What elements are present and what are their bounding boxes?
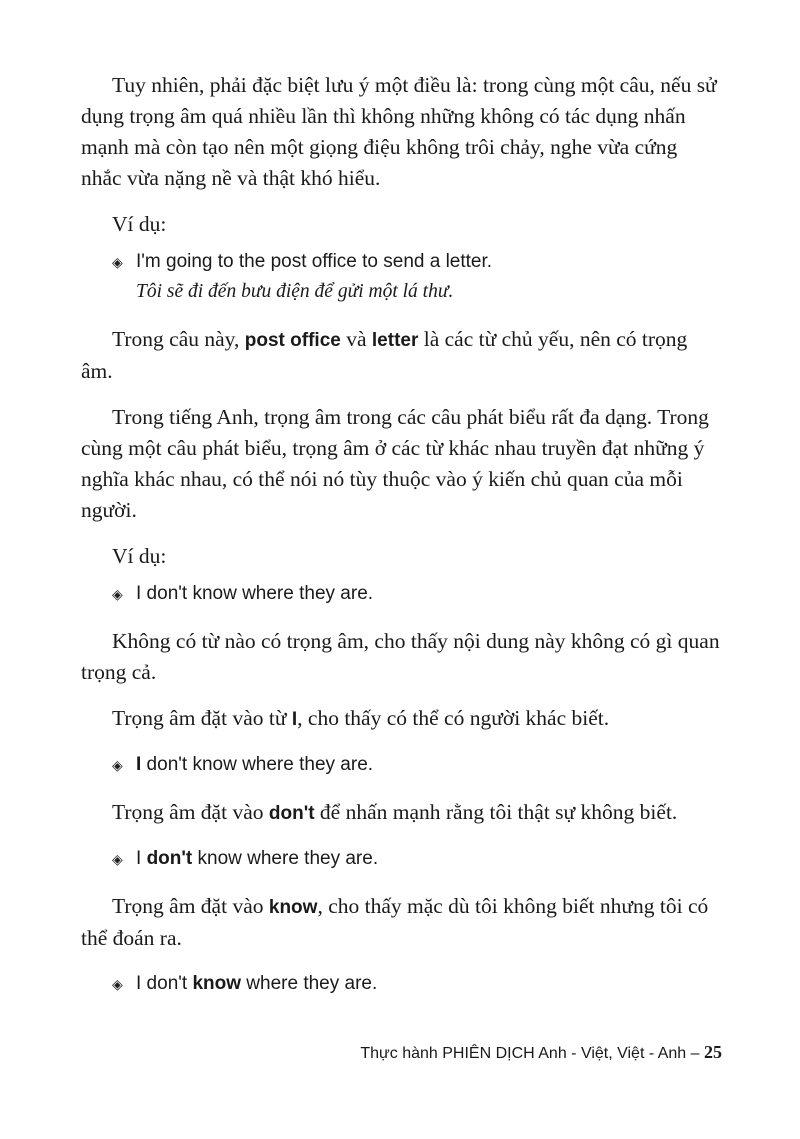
keyword-letter: letter xyxy=(371,330,419,351)
text-run: là các từ chủ yếu, nên có trọng âm. xyxy=(81,327,688,383)
text-run: để nhấn mạnh rằng tôi thật sự không biết. xyxy=(314,800,678,824)
example-sentence-2 xyxy=(81,579,721,609)
example-label: Ví dụ: xyxy=(112,212,167,236)
paragraph-stress-know xyxy=(81,891,721,954)
text-run: I don't xyxy=(136,973,193,994)
keyword-know: know xyxy=(268,897,318,918)
example-sentence-5 xyxy=(81,969,721,999)
keyword-i: I xyxy=(291,709,298,730)
text-run: Trọng âm đặt vào xyxy=(112,800,269,824)
page-footer xyxy=(360,1040,722,1066)
paragraph-intro: Tuy nhiên, phải đặc biệt lưu ý một điều là: trong cùng một câu, nếu sử dụng trọng âm quá nhiều lần thì không những không có tác dụng nhấn mạnh mà còn tạo nên một giọng điệu không trôi chảy, nghe vừa cứng nhắc vừa nặng nề và thật khó hiểu. xyxy=(81,73,717,190)
example-english: I don't know where they are. xyxy=(136,583,374,604)
example-translation: Tôi sẽ đi đến bưu điện để gửi một lá thư. xyxy=(136,281,454,302)
example-sentence-4 xyxy=(81,844,721,874)
diamond-bullet-icon: ◈ xyxy=(112,254,123,270)
text-run: và xyxy=(340,327,372,351)
text-run: where they are. xyxy=(241,973,378,994)
keyword-dont: don't xyxy=(268,803,315,824)
stressed-word: don't xyxy=(146,848,193,869)
example-sentence-1 xyxy=(81,247,721,307)
diamond-bullet-icon: ◈ xyxy=(112,851,123,867)
stressed-word: know xyxy=(192,973,242,994)
text-run: don't know where they are. xyxy=(141,754,374,775)
example-sentence-3 xyxy=(81,750,721,780)
book-title: Thực hành PHIÊN DỊCH Anh - Việt, Việt - Anh – xyxy=(360,1045,704,1062)
paragraph-keywords xyxy=(81,324,721,387)
text-run: , cho thấy có thể có người khác biết. xyxy=(297,706,610,730)
diamond-bullet-icon: ◈ xyxy=(112,586,123,602)
paragraph-stress-i xyxy=(81,703,721,735)
page-number: 25 xyxy=(704,1042,722,1062)
text-run: Trong câu này, xyxy=(112,327,245,351)
example-label: Ví dụ: xyxy=(112,544,167,568)
paragraph-no-stress: Không có từ nào có trọng âm, cho thấy nội dung này không có gì quan trọng cả. xyxy=(81,629,720,684)
keyword-post-office: post office xyxy=(244,330,341,351)
text-run: Trọng âm đặt vào xyxy=(112,894,269,918)
page-body xyxy=(81,70,721,1016)
diamond-bullet-icon: ◈ xyxy=(112,976,123,992)
example-english: I'm going to the post office to send a letter. xyxy=(136,251,493,272)
paragraph-stress-variety: Trong tiếng Anh, trọng âm trong các câu phát biểu rất đa dạng. Trong cùng một câu phát biểu, trọng âm ở các từ khác nhau truyền đạt những ý nghĩa khác nhau, có thể nói nó tùy thuộc vào ý kiến chủ quan của mỗi người. xyxy=(81,405,709,522)
text-run: Trọng âm đặt vào từ xyxy=(112,706,292,730)
text-run: , cho thấy mặc dù tôi không biết nhưng tôi có thể đoán ra. xyxy=(81,894,709,950)
diamond-bullet-icon: ◈ xyxy=(112,757,123,773)
text-run: know where they are. xyxy=(192,848,379,869)
stressed-word: I xyxy=(136,754,142,775)
paragraph-stress-dont xyxy=(81,797,721,829)
text-run: I xyxy=(136,848,147,869)
